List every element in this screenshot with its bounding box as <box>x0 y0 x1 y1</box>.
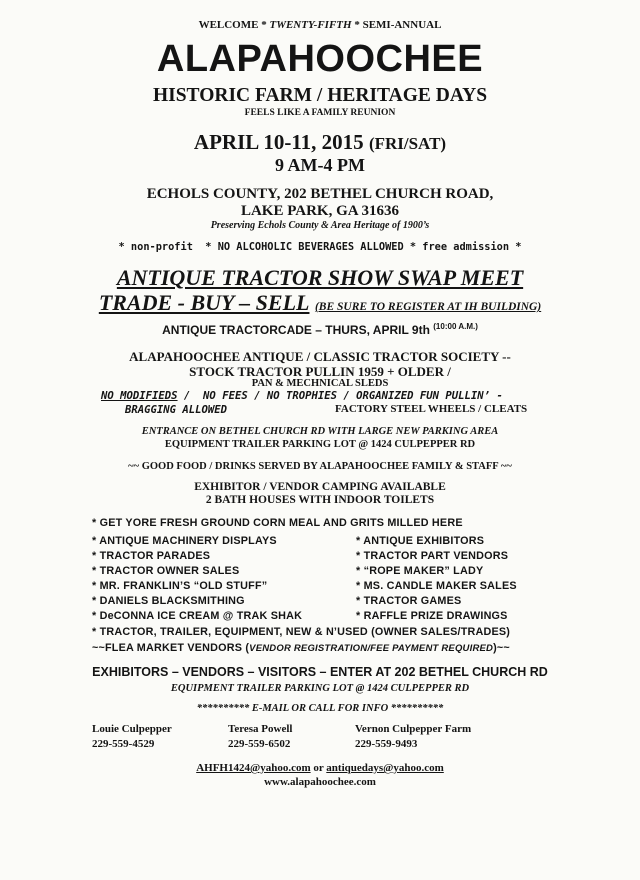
pullin-line: STOCK TRACTOR PULLIN 1959 + OLDER / <box>189 364 451 379</box>
list-item: * MS. CANDLE MAKER SALES <box>356 580 517 592</box>
list-item: * TRACTOR PART VENDORS <box>356 550 509 562</box>
tractorcade-time: (10:00 A.M.) <box>433 322 478 331</box>
event-date: APRIL 10-11, 2015 (FRI/SAT) <box>193 130 447 154</box>
list-item: * TRACTOR OWNER SALES <box>92 565 240 577</box>
address-line-1: ECHOLS COUNTY, 202 BETHEL CHURCH ROAD, <box>146 186 494 202</box>
list-item: * DANIELS BLACKSMITHING <box>92 595 245 607</box>
notices-line: * non-profit * NO ALCOHOLIC BEVERAGES ALLOWED * free admission * <box>118 241 522 253</box>
list-item: * TRACTOR GAMES <box>356 595 462 607</box>
no-modifieds: NO MODIFIEDS <box>101 390 178 402</box>
food-line: ~~ GOOD FOOD / DRINKS SERVED BY ALAPAHOOCHEE FAMILY & STAFF ~~ <box>128 461 512 472</box>
society-line: ALAPAHOOCHEE ANTIQUE / CLASSIC TRACTOR SOCIETY -- <box>129 349 511 364</box>
rules-line: NO MODIFIEDS / NO FEES / NO TROPHIES / ORGANIZED FUN PULLIN’ - <box>101 390 503 402</box>
list-item: * MR. FRANKLIN’S “OLD STUFF” <box>92 580 268 592</box>
contact-phone: 229-559-4529 <box>92 738 155 750</box>
bath-line: 2 BATH HOUSES WITH INDOOR TOILETS <box>205 494 435 506</box>
preserving-note: Preserving Echols County & Area Heritage of 1900’s <box>210 220 430 231</box>
event-days: (FRI/SAT) <box>368 134 447 153</box>
page-title: ALAPAHOOCHEE <box>156 38 484 80</box>
trade-label: TRADE - BUY – SELL <box>98 290 310 315</box>
contact-header: ********** E-MAIL OR CALL FOR INFO ********** <box>196 703 444 714</box>
flea-note: VENDOR REGISTRATION/FEE PAYMENT REQUIRED <box>249 643 494 654</box>
show-headline: ANTIQUE TRACTOR SHOW SWAP MEET <box>116 265 524 290</box>
contact-phone: 229-559-9493 <box>355 738 418 750</box>
wheels-line: FACTORY STEEL WHEELS / CLEATS <box>335 403 528 415</box>
camping-line: EXHIBITOR / VENDOR CAMPING AVAILABLE <box>194 481 446 493</box>
flea-market-line: ~~FLEA MARKET VENDORS (VENDOR REGISTRATION/FEE PAYMENT REQUIRED)~~ <box>92 642 510 654</box>
feature-bottom: * TRACTOR, TRAILER, EQUIPMENT, NEW & N’USED (OWNER SALES/TRADES) <box>92 626 511 638</box>
bragging-line: BRAGGING ALLOWED <box>125 404 228 416</box>
entrance-line-1: ENTRANCE ON BETHEL CHURCH RD WITH LARGE NEW PARKING AREA <box>141 426 499 437</box>
list-item: * TRACTOR PARADES <box>92 550 211 562</box>
email-line: AHFH1424@yahoo.com or antiquedays@yahoo.com <box>196 762 444 774</box>
tractorcade-line: ANTIQUE TRACTORCADE – THURS, APRIL 9th $^{(10:00 A.M.)}$ <box>162 322 478 337</box>
email-link-2[interactable]: antiquedays@yahoo.com <box>326 762 444 774</box>
trade-line <box>0 290 640 316</box>
address-line-2: LAKE PARK, GA 31636 <box>240 203 400 219</box>
sleds-line: PAN & MECHNICAL SLEDS <box>251 378 389 389</box>
register-note: (BE SURE TO REGISTER AT IH BUILDING) <box>314 301 542 313</box>
event-hours: 9 AM-4 PM <box>275 155 365 175</box>
list-item: * RAFFLE PRIZE DRAWINGS <box>356 610 508 622</box>
list-item: * “ROPE MAKER” LADY <box>356 565 484 577</box>
enter-line: EXHIBITORS – VENDORS – VISITORS – ENTER AT 202 BETHEL CHURCH RD <box>92 665 548 679</box>
contact-name: Vernon Culpepper Farm <box>355 723 472 735</box>
contact-phone: 229-559-6502 <box>228 738 291 750</box>
welcome-ordinal: TWENTY-FIFTH <box>269 19 352 31</box>
list-item: * DeCONNA ICE CREAM @ TRAK SHAK <box>92 610 303 622</box>
list-item: * ANTIQUE MACHINERY DISPLAYS <box>92 535 277 547</box>
welcome-line: WELCOME * TWENTY-FIFTH * SEMI-ANNUAL <box>198 19 442 31</box>
parking-line: EQUIPMENT TRAILER PARKING LOT @ 1424 CULPEPPER RD <box>170 683 470 694</box>
subtitle: HISTORIC FARM / HERITAGE DAYS <box>152 85 488 106</box>
tagline: FEELS LIKE A FAMILY REUNION <box>244 108 396 118</box>
entrance-line-2: EQUIPMENT TRAILER PARKING LOT @ 1424 CULPEPPER RD <box>164 439 476 450</box>
list-item: * ANTIQUE EXHIBITORS <box>356 535 485 547</box>
contact-name: Louie Culpepper <box>92 723 172 735</box>
website-link[interactable]: www.alapahoochee.com <box>264 776 376 788</box>
feature-top: * GET YORE FRESH GROUND CORN MEAL AND GRITS MILLED HERE <box>92 517 463 529</box>
email-link-1[interactable]: AHFH1424@yahoo.com <box>196 762 311 774</box>
contact-name: Teresa Powell <box>228 723 293 735</box>
